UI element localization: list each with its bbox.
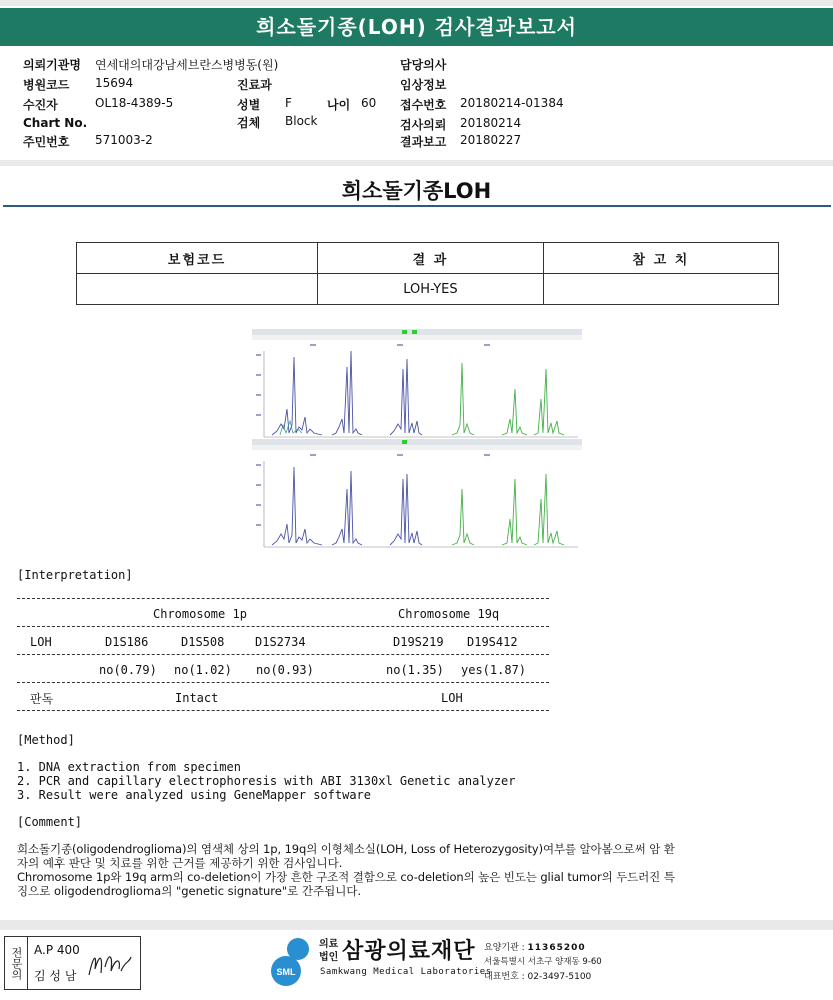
value-d19s412: yes(1.87)	[461, 663, 527, 677]
method-item: 1. DNA extraction from specimen	[17, 760, 241, 774]
patient-info	[0, 50, 833, 162]
chart-label: Chart No.	[23, 116, 88, 130]
result-table	[76, 242, 779, 305]
dash-line	[17, 626, 549, 627]
hospital-code-label: 병원코드	[23, 78, 70, 92]
dash-line	[17, 710, 549, 711]
dept-label: 진료과	[237, 78, 272, 92]
insurance-code-header: 보험코드	[77, 243, 318, 274]
institution-label: 의뢰기관명	[23, 58, 81, 72]
result-row	[77, 274, 779, 305]
receiver-value: OL18-4389-5	[95, 96, 174, 110]
signature-box	[4, 936, 141, 990]
doctor-label: 담당의사	[400, 58, 447, 72]
method-item: 2. PCR and capillary electrophoresis with ABI 3130xl Genetic analyzer	[17, 774, 516, 788]
phone-label: 대표번호 :	[484, 972, 528, 982]
interpretation-heading: [Interpretation]	[17, 568, 133, 582]
report-title: 희소돌기종(LOH) 검사결과보고서	[0, 8, 833, 46]
marker-d1s2734: D1S2734	[255, 635, 306, 649]
logo-mark-text: SML	[276, 967, 296, 977]
verdict-19q: LOH	[441, 691, 463, 705]
comment-line: 징으로 oligodendroglioma의 "genetic signature"로 간주됩니다.	[17, 884, 362, 898]
sml-logo-icon	[270, 935, 318, 989]
specimen-value: Block	[285, 114, 318, 128]
marker-d1s186: D1S186	[105, 635, 149, 649]
method-item: 3. Result were analyzed using GeneMapper software	[17, 788, 372, 802]
report-date-value: 20180227	[460, 133, 522, 147]
title-rule	[3, 205, 831, 207]
reference-cell	[543, 274, 778, 305]
accession-label: 접수번호	[400, 98, 447, 112]
method-heading: [Method]	[17, 733, 75, 747]
org-prefix-2: 법인	[319, 952, 339, 963]
loh-row-label: LOH	[30, 635, 52, 649]
resident-label: 주민번호	[23, 135, 70, 149]
value-d1s2734: no(0.93)	[256, 663, 314, 677]
chromosome-19q-label: Chromosome 19q	[398, 607, 500, 621]
marker-d19s412: D19S412	[467, 635, 518, 649]
dash-line	[17, 682, 549, 683]
sign-code: A.P 400	[34, 943, 80, 957]
specimen-label: 검체	[237, 116, 261, 130]
request-value: 20180214	[460, 116, 522, 130]
value-d1s186: no(0.79)	[99, 663, 157, 677]
dash-line	[17, 654, 549, 655]
yoyang-line	[484, 940, 586, 953]
clinical-label: 임상정보	[400, 78, 447, 92]
report-date-label: 결과보고	[400, 135, 447, 149]
institution-value: 연세대의대강남세브란스병병동(원)	[95, 58, 279, 72]
accession-value: 20180214-01384	[460, 96, 564, 110]
marker-d1s508: D1S508	[181, 635, 225, 649]
marker-d19s219: D19S219	[393, 635, 444, 649]
verdict-label: 판독	[30, 692, 54, 706]
chromosome-1p-label: Chromosome 1p	[153, 607, 247, 621]
value-d19s219: no(1.35)	[386, 663, 444, 677]
insurance-code-cell	[77, 274, 318, 305]
comment-line: 희소돌기종(oligodendroglioma)의 염색체 상의 1p, 19q의 이형체소실(LOH, Loss of Heterozygosity)여부를 알아봄으로써 암 환	[17, 842, 675, 856]
comment-line: Chromosome 1p와 19q arm의 co-deletion이 가장 흔한 구조적 결함으로 co-deletion의 높은 빈도는 glial tumor의 두드러진 특	[17, 870, 675, 884]
comment-heading: [Comment]	[17, 815, 83, 829]
result-cell: LOH-YES	[318, 274, 544, 305]
age-label: 나이	[327, 98, 351, 112]
electropherogram-image	[252, 329, 582, 551]
org-name: 삼광의료재단	[342, 939, 476, 964]
org-prefix-1: 의료	[319, 939, 339, 950]
comment-line: 자의 예후 판단 및 치료를 위한 근거를 제공하기 위한 검사입니다.	[17, 856, 343, 870]
hospital-code-value: 15694	[95, 76, 134, 90]
sex-value: F	[285, 96, 292, 110]
result-header-row	[77, 243, 779, 274]
phone-value: 02-3497-5100	[527, 972, 592, 982]
phone-line	[484, 969, 591, 982]
yoyang-label: 요양기관 :	[484, 943, 528, 953]
receiver-label: 수진자	[23, 98, 58, 112]
result-header: 결 과	[318, 243, 544, 274]
top-strip	[0, 0, 833, 6]
org-address: 서울특별시 서초구 양재동 9-60	[484, 957, 602, 967]
org-english: Samkwang Medical Laboratories	[320, 967, 492, 977]
resident-value: 571003-2	[95, 133, 153, 147]
sex-label: 성별	[237, 98, 261, 112]
signature-icon	[85, 947, 135, 981]
value-d1s508: no(1.02)	[174, 663, 232, 677]
verdict-1p: Intact	[175, 691, 219, 705]
footer-divider	[0, 920, 833, 930]
yoyang-value: 11365200	[527, 943, 586, 953]
section-divider	[0, 160, 833, 166]
dash-line	[17, 598, 549, 599]
sign-name: 김 성 남	[34, 969, 77, 983]
section-title: 희소돌기종LOH	[341, 179, 492, 203]
reference-header: 참 고 치	[543, 243, 778, 274]
specialist-label: 전문의	[5, 937, 28, 989]
age-value: 60	[361, 96, 377, 110]
request-label: 검사의뢰	[400, 118, 447, 132]
